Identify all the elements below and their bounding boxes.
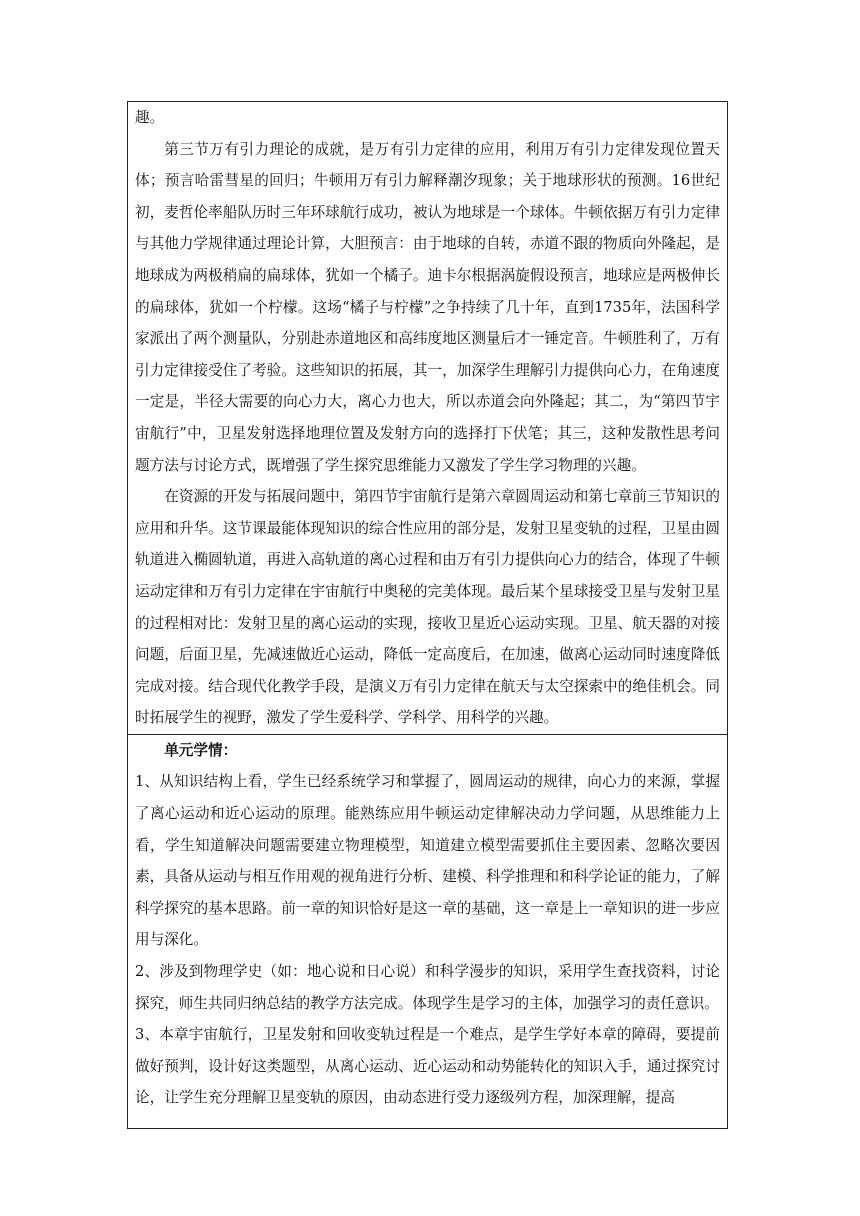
document-table [127,101,728,1129]
table-row [128,102,728,735]
table-row [128,734,728,1128]
section-title-student-situation: 单元学情： [164,741,238,759]
student-situation-cell [128,734,728,1128]
paragraph-space-flight-difficulty: 3、本章宇宙航行，卫星发射和回收变轨过程是一个难点，是学生学好本章的障碍，要提前做好预判，设计好这类题型，从离心运动、近心运动和动势能转化的知识入手，通过探究讨论，让学生充分理解卫星变轨的原因，由动态进行受力逐级列方程，加深理解，提高 [135,1026,720,1107]
paragraph-knowledge-structure: 1、从知识结构上看，学生已经系统学习和掌握了，圆周运动的规律，向心力的来源，掌握了离心运动和近心运动的原理。能熟练应用牛顿运动定律解决动力学问题，从思维能力上看，学生知道解决问题需要建立物理模型，知道建立模型需要抓住主要因素、忽略次要因素，具备从运动与相互作用观的视角进行分析、建模、科学推理和和科学论证的能力，了解科学探究的基本思路。前一章的知识恰好是这一章的基础，这一章是上一章知识的进一步应用与深化。 [135,773,720,949]
resource-analysis-cell [128,102,728,735]
paragraph-continuation: 趣。 [135,109,165,126]
paragraph-physics-history: 2、涉及到物理学史（如：地心说和日心说）和科学漫步的知识，采用学生查找资料，讨论探究，师生共同归纳总结的教学方法完成。体现学生是学习的主体，加强学习的责任意识。 [135,963,720,1012]
paragraph-section3-achievements: 第三节万有引力理论的成就，是万有引力定律的应用，利用万有引力定律发现位置天体；预言哈雷彗星的回归；牛顿用万有引力解释潮汐现象；关于地球形状的预测。16世纪初，麦哲伦率船队历时三年环球航行成功，被认为地球是一个球体。牛顿依据万有引力定律与其他力学规律通过理论计算，大胆预言：由于地球的自转，赤道不跟的物质向外隆起，是地球成为两极稍扁的扁球体，犹如一个橘子。迪卡尔根据涡旋假设预言，地球应是两极伸长的扁球体，犹如一个柠檬。这场“橘子与柠檬”之争持续了几十年，直到1735年，法国科学家派出了两个测量队，分别赴赤道地区和高纬度地区测量后才一锤定音。牛顿胜利了，万有引力定律接受住了考验。这些知识的拓展，其一，加深学生理解引力提供向心力，在角速度一定是，半径大需要的向心力大，离心力也大，所以赤道会向外隆起；其二，为“第四节宇宙航行”中，卫星发射选择地理位置及发射方向的选择打下伏笔；其三，这种发散性思考问题方法与讨论方式，既增强了学生探究思维能力又激发了学生学习物理的兴趣。 [135,140,720,474]
paragraph-resource-development: 在资源的开发与拓展问题中，第四节宇宙航行是第六章圆周运动和第七章前三节知识的应用和升华。这节课最能体现知识的综合性应用的部分是，发射卫星变轨的过程，卫星由圆轨道进入椭圆轨道，再进入高轨道的离心过程和由万有引力提供向心力的结合，体现了牛顿运动定律和万有引力定律在宇宙航行中奥秘的完美体现。最后某个星球接受卫星与发射卫星的过程相对比：发射卫星的离心运动的实现，接收卫星近心运动实现。卫星、航天器的对接问题，后面卫星，先减速做近心运动，降低一定高度后，在加速，做离心运动同时速度降低完成对接。结合现代化教学手段，是演义万有引力定律在航天与太空探索中的绝佳机会。同时拓展学生的视野，激发了学生爱科学、学科学、用科学的兴趣。 [135,488,720,727]
